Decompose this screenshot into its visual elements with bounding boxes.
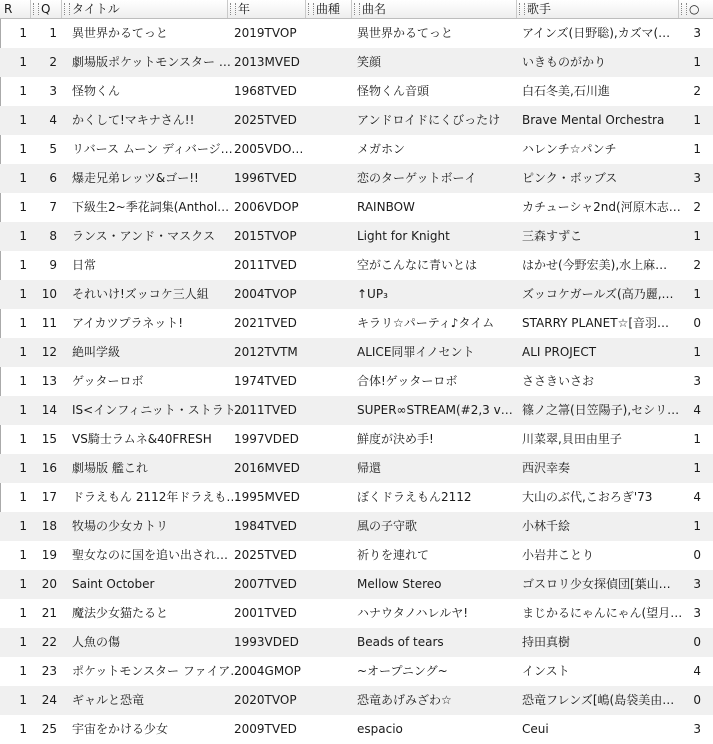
cell-genre (306, 541, 352, 570)
cell-year: 2005VDO… (234, 142, 304, 156)
cell-title: ドラえもん 2112年ドラえも… (72, 490, 239, 504)
cell-r: 1 (19, 171, 27, 185)
cell-artist: まじかるにゃんにゃん(望月… (522, 606, 683, 620)
cell-year: 2015TVOP (234, 229, 297, 243)
cell-circle: 1 (693, 461, 701, 475)
cell-song: ALICE同罪イノセント (357, 345, 475, 359)
cell-q: 20 (41, 577, 57, 591)
cell-year: 2013MVED (234, 55, 300, 69)
cell-r: 1 (19, 432, 27, 446)
cell-q: 14 (41, 403, 57, 417)
cell-r: 1 (19, 606, 27, 620)
cell-q: 13 (41, 374, 57, 388)
cell-year: 2019TVOP (234, 26, 297, 40)
cell-artist: 三森すずこ (522, 229, 583, 243)
cell-r: 1 (19, 287, 27, 301)
cell-year: 2025TVED (234, 113, 297, 127)
cell-song: 異世界かるてっと (357, 26, 453, 40)
cell-q: 23 (41, 664, 57, 678)
cell-year: 2025TVED (234, 548, 297, 562)
cell-q: 22 (41, 635, 57, 649)
cell-genre (306, 280, 352, 309)
cell-title: ギャルと恐竜 (72, 693, 145, 707)
cell-genre (306, 657, 352, 686)
column-grip-icon (519, 3, 525, 15)
cell-genre (306, 77, 352, 106)
cell-song: 鮮度が決め手! (357, 432, 434, 446)
cell-title: IS<インフィニット・ストラト… (72, 403, 248, 417)
table-row[interactable] (0, 541, 713, 570)
column-header-song-label: 曲名 (362, 2, 387, 16)
cell-title: 絶叫学級 (72, 345, 121, 359)
cell-year: 1995MVED (234, 490, 300, 504)
table-row[interactable] (0, 628, 713, 657)
table-row[interactable] (0, 599, 713, 628)
cell-genre (306, 338, 352, 367)
column-grip-icon (230, 3, 236, 15)
cell-q: 9 (49, 258, 57, 272)
cell-q: 16 (41, 461, 57, 475)
table-row[interactable] (0, 77, 713, 106)
cell-artist: 川菜翠,貝田由里子 (522, 432, 622, 446)
cell-genre (306, 599, 352, 628)
cell-artist: ゴスロリ少女探偵団[葉山… (522, 577, 671, 591)
cell-year: 2021TVED (234, 316, 297, 330)
cell-song: ハナウタノハレルヤ! (357, 606, 469, 620)
cell-title: アイカツプラネット! (72, 316, 184, 330)
cell-circle: 1 (693, 432, 701, 446)
table-row[interactable] (0, 251, 713, 280)
cell-year: 2001TVED (234, 606, 297, 620)
cell-r: 1 (19, 548, 27, 562)
cell-artist: ハレンチ☆パンチ (522, 142, 617, 156)
cell-year: 2012TVTM (234, 345, 298, 359)
cell-artist: インスト (522, 664, 570, 678)
cell-circle: 3 (693, 722, 701, 736)
column-header-year[interactable] (228, 0, 306, 18)
column-header-circle-label: ○ (689, 2, 700, 16)
cell-q: 25 (41, 722, 57, 736)
cell-year: 1996TVED (234, 171, 297, 185)
cell-year: 2020TVOP (234, 693, 297, 707)
table-row[interactable] (0, 570, 713, 599)
cell-r: 1 (19, 722, 27, 736)
column-header-year-label: 年 (238, 2, 251, 16)
cell-q: 10 (41, 287, 57, 301)
cell-title: かくして!マキナさん!! (72, 113, 195, 127)
table-row[interactable] (0, 396, 713, 425)
table-row[interactable] (0, 135, 713, 164)
cell-circle: 2 (693, 200, 701, 214)
cell-song: SUPER∞STREAM(#2,3 v… (357, 403, 513, 417)
cell-r: 1 (19, 374, 27, 388)
cell-r: 1 (19, 577, 27, 591)
table-row[interactable] (0, 193, 713, 222)
cell-q: 15 (41, 432, 57, 446)
cell-song: 笑顔 (357, 55, 382, 69)
cell-r: 1 (19, 403, 27, 417)
cell-q: 3 (49, 84, 57, 98)
table-row[interactable] (0, 222, 713, 251)
cell-q: 19 (41, 548, 57, 562)
cell-artist: Brave Mental Orchestra (522, 113, 665, 127)
cell-circle: 3 (693, 26, 701, 40)
cell-song: 恋のターゲットボーイ (357, 171, 477, 185)
cell-title: 日常 (72, 258, 97, 272)
cell-r: 1 (19, 490, 27, 504)
cell-genre (306, 309, 352, 338)
cell-q: 2 (49, 55, 57, 69)
cell-song: キラリ☆パーティ♪タイム (357, 316, 495, 330)
table-row[interactable] (0, 425, 713, 454)
cell-r: 1 (19, 142, 27, 156)
cell-circle: 0 (693, 316, 701, 330)
cell-artist: 小岩井ことり (522, 548, 595, 562)
cell-title: 劇場版ポケットモンスター … (72, 55, 231, 69)
cell-title: リバース ムーン ディバージ… (72, 142, 233, 156)
cell-genre (306, 222, 352, 251)
cell-q: 12 (41, 345, 57, 359)
cell-year: 2011TVED (234, 258, 297, 272)
cell-circle: 0 (693, 635, 701, 649)
cell-title: 牧場の少女カトリ (72, 519, 169, 533)
cell-genre (306, 48, 352, 77)
cell-r: 1 (19, 258, 27, 272)
cell-year: 2004GMOP (234, 664, 301, 678)
cell-r: 1 (19, 316, 27, 330)
cell-genre (306, 367, 352, 396)
column-header-title[interactable] (62, 0, 228, 18)
table-row[interactable] (0, 338, 713, 367)
cell-title: 怪物くん (72, 84, 121, 98)
cell-title: ポケットモンスター ファイア… (72, 664, 243, 678)
table-row[interactable] (0, 309, 713, 338)
cell-artist: 小林千絵 (522, 519, 571, 533)
cell-q: 5 (49, 142, 57, 156)
cell-year: 1974TVED (234, 374, 297, 388)
cell-genre (306, 396, 352, 425)
cell-genre (306, 425, 352, 454)
cell-song: ~オープニング~ (357, 664, 448, 678)
column-grip-icon (33, 3, 39, 15)
cell-artist: ピンク・ボッブス (522, 171, 618, 185)
column-header-r[interactable] (0, 0, 31, 18)
cell-title: VS騎士ラムネ&40FRESH (72, 432, 212, 446)
column-header-q-label: Q (41, 2, 51, 16)
cell-circle: 0 (693, 548, 701, 562)
cell-song: 恐竜あげみざわ☆ (357, 693, 452, 707)
cell-genre (306, 251, 352, 280)
cell-genre (306, 164, 352, 193)
cell-song: アンドロイドにくびったけ (357, 113, 501, 127)
cell-year: 2011TVED (234, 403, 297, 417)
cell-q: 1 (49, 26, 57, 40)
cell-circle: 1 (693, 229, 701, 243)
column-grip-icon (681, 3, 687, 15)
cell-artist: 白石冬美,石川進 (522, 84, 610, 98)
table-row[interactable] (0, 454, 713, 483)
cell-q: 7 (49, 200, 57, 214)
cell-r: 1 (19, 693, 27, 707)
cell-r: 1 (19, 26, 27, 40)
cell-q: 18 (41, 519, 57, 533)
table-row[interactable] (0, 367, 713, 396)
cell-genre (306, 106, 352, 135)
cell-artist: 西沢幸奏 (522, 461, 571, 475)
table-row[interactable] (0, 48, 713, 77)
cell-year: 2004TVOP (234, 287, 297, 301)
column-header-genre[interactable] (306, 0, 352, 18)
cell-artist: アインズ(日野聡),カズマ(… (522, 26, 671, 40)
grid-body (0, 19, 713, 744)
cell-year: 1968TVED (234, 84, 297, 98)
cell-title: 下級生2~季花詞集(Anthol… (72, 200, 230, 214)
cell-title: 爆走兄弟レッツ&ゴー!! (72, 171, 199, 185)
cell-circle: 4 (693, 403, 701, 417)
cell-circle: 2 (693, 84, 701, 98)
cell-circle: 1 (693, 287, 701, 301)
cell-circle: 1 (693, 55, 701, 69)
cell-circle: 1 (693, 113, 701, 127)
cell-title: 人魚の傷 (72, 635, 121, 649)
cell-title: 劇場版 艦これ (72, 461, 148, 475)
cell-r: 1 (19, 200, 27, 214)
column-header-title-label: タイトル (72, 2, 120, 16)
column-header-song[interactable] (352, 0, 517, 18)
cell-genre (306, 686, 352, 715)
cell-circle: 3 (693, 374, 701, 388)
cell-circle: 1 (693, 345, 701, 359)
cell-year: 1997VDED (234, 432, 299, 446)
cell-year: 1984TVED (234, 519, 297, 533)
table-row[interactable] (0, 657, 713, 686)
cell-circle: 3 (693, 171, 701, 185)
cell-title: 異世界かるてっと (72, 26, 168, 40)
cell-song: espacio (357, 722, 403, 736)
cell-circle: 1 (693, 142, 701, 156)
cell-artist: ALI PROJECT (522, 345, 597, 359)
cell-genre (306, 19, 352, 48)
cell-r: 1 (19, 461, 27, 475)
cell-artist: いきものがかり (522, 55, 607, 69)
cell-artist: カチューシャ2nd(河原木志… (522, 200, 681, 214)
cell-artist: ズッコケガールズ(高乃麗,… (522, 287, 674, 301)
cell-r: 1 (19, 55, 27, 69)
cell-song: 風の子守歌 (357, 519, 418, 533)
cell-circle: 2 (693, 258, 701, 272)
cell-artist: 篠ノ之箒(日笠陽子),セシリ… (522, 403, 680, 417)
cell-title: ゲッターロボ (72, 374, 144, 388)
cell-circle: 4 (693, 664, 701, 678)
table-row[interactable] (0, 512, 713, 541)
cell-artist: 恐竜フレンズ[嶋(島袋美由… (522, 693, 675, 707)
table-row[interactable] (0, 164, 713, 193)
cell-r: 1 (19, 519, 27, 533)
cell-artist: 大山のぶ代,こおろぎ'73 (522, 490, 653, 504)
column-header-r-label: R (4, 2, 13, 16)
cell-title: 宇宙をかける少女 (72, 722, 169, 736)
cell-title: それいけ!ズッコケ三人組 (72, 287, 209, 301)
table-row[interactable] (0, 106, 713, 135)
cell-circle: 0 (693, 693, 701, 707)
cell-q: 11 (41, 316, 57, 330)
cell-song: Mellow Stereo (357, 577, 442, 591)
cell-song: 空がこんなに青いとは (357, 258, 478, 272)
table-row[interactable] (0, 19, 713, 48)
cell-year: 2006VDOP (234, 200, 299, 214)
cell-genre (306, 135, 352, 164)
cell-title: 魔法少女猫たると (72, 606, 169, 620)
cell-artist: はかせ(今野宏美),水上麻… (522, 258, 668, 272)
cell-genre (306, 628, 352, 657)
cell-r: 1 (19, 345, 27, 359)
cell-title: 聖女なのに国を追い出され… (72, 548, 229, 562)
cell-circle: 4 (693, 490, 701, 504)
column-grip-icon (64, 3, 70, 15)
column-header-q[interactable] (31, 0, 62, 18)
cell-song: Beads of tears (357, 635, 444, 649)
cell-song: 祈りを連れて (357, 548, 430, 562)
cell-title: Saint October (72, 577, 155, 591)
cell-song: ぼくドラえもん2112 (357, 490, 472, 504)
cell-q: 24 (41, 693, 57, 707)
table-row[interactable] (0, 280, 713, 309)
cell-q: 8 (49, 229, 57, 243)
cell-q: 6 (49, 171, 57, 185)
column-header-artist[interactable] (517, 0, 679, 18)
cell-r: 1 (19, 113, 27, 127)
cell-artist: STARRY PLANET☆[音羽… (522, 316, 670, 330)
cell-r: 1 (19, 84, 27, 98)
column-grip-icon (354, 3, 360, 15)
table-row[interactable] (0, 686, 713, 715)
cell-year: 1993VDED (234, 635, 299, 649)
cell-circle: 3 (693, 577, 701, 591)
cell-artist: 持田真樹 (522, 635, 571, 649)
cell-q: 17 (41, 490, 57, 504)
cell-year: 2016MVED (234, 461, 300, 475)
cell-genre (306, 715, 352, 744)
cell-year: 2007TVED (234, 577, 297, 591)
cell-song: メガホン (357, 142, 406, 156)
column-header-circle[interactable] (679, 0, 713, 18)
cell-song: 帰還 (357, 461, 382, 475)
cell-song: Light for Knight (357, 229, 450, 243)
cell-genre (306, 512, 352, 541)
cell-song: RAINBOW (357, 200, 415, 214)
column-header-artist-label: 歌手 (527, 2, 552, 16)
cell-song: 怪物くん音頭 (357, 84, 430, 98)
cell-song: ↑UP₃ (357, 287, 388, 301)
cell-year: 2009TVED (234, 722, 297, 736)
cell-r: 1 (19, 229, 27, 243)
table-row[interactable] (0, 483, 713, 512)
cell-q: 4 (49, 113, 57, 127)
cell-genre (306, 193, 352, 222)
cell-r: 1 (19, 664, 27, 678)
cell-artist: Ceui (522, 722, 549, 736)
cell-genre (306, 454, 352, 483)
cell-title: ランス・アンド・マスクス (72, 229, 216, 243)
cell-q: 21 (41, 606, 57, 620)
cell-circle: 1 (693, 519, 701, 533)
table-row[interactable] (0, 715, 713, 744)
cell-genre (306, 483, 352, 512)
cell-circle: 3 (693, 606, 701, 620)
cell-genre (306, 570, 352, 599)
column-grip-icon (308, 3, 314, 15)
grid-header (0, 0, 713, 19)
cell-song: 合体!ゲッターロボ (357, 374, 458, 388)
cell-r: 1 (19, 635, 27, 649)
cell-artist: ささきいさお (522, 374, 595, 388)
column-header-genre-label: 曲種 (316, 2, 341, 16)
